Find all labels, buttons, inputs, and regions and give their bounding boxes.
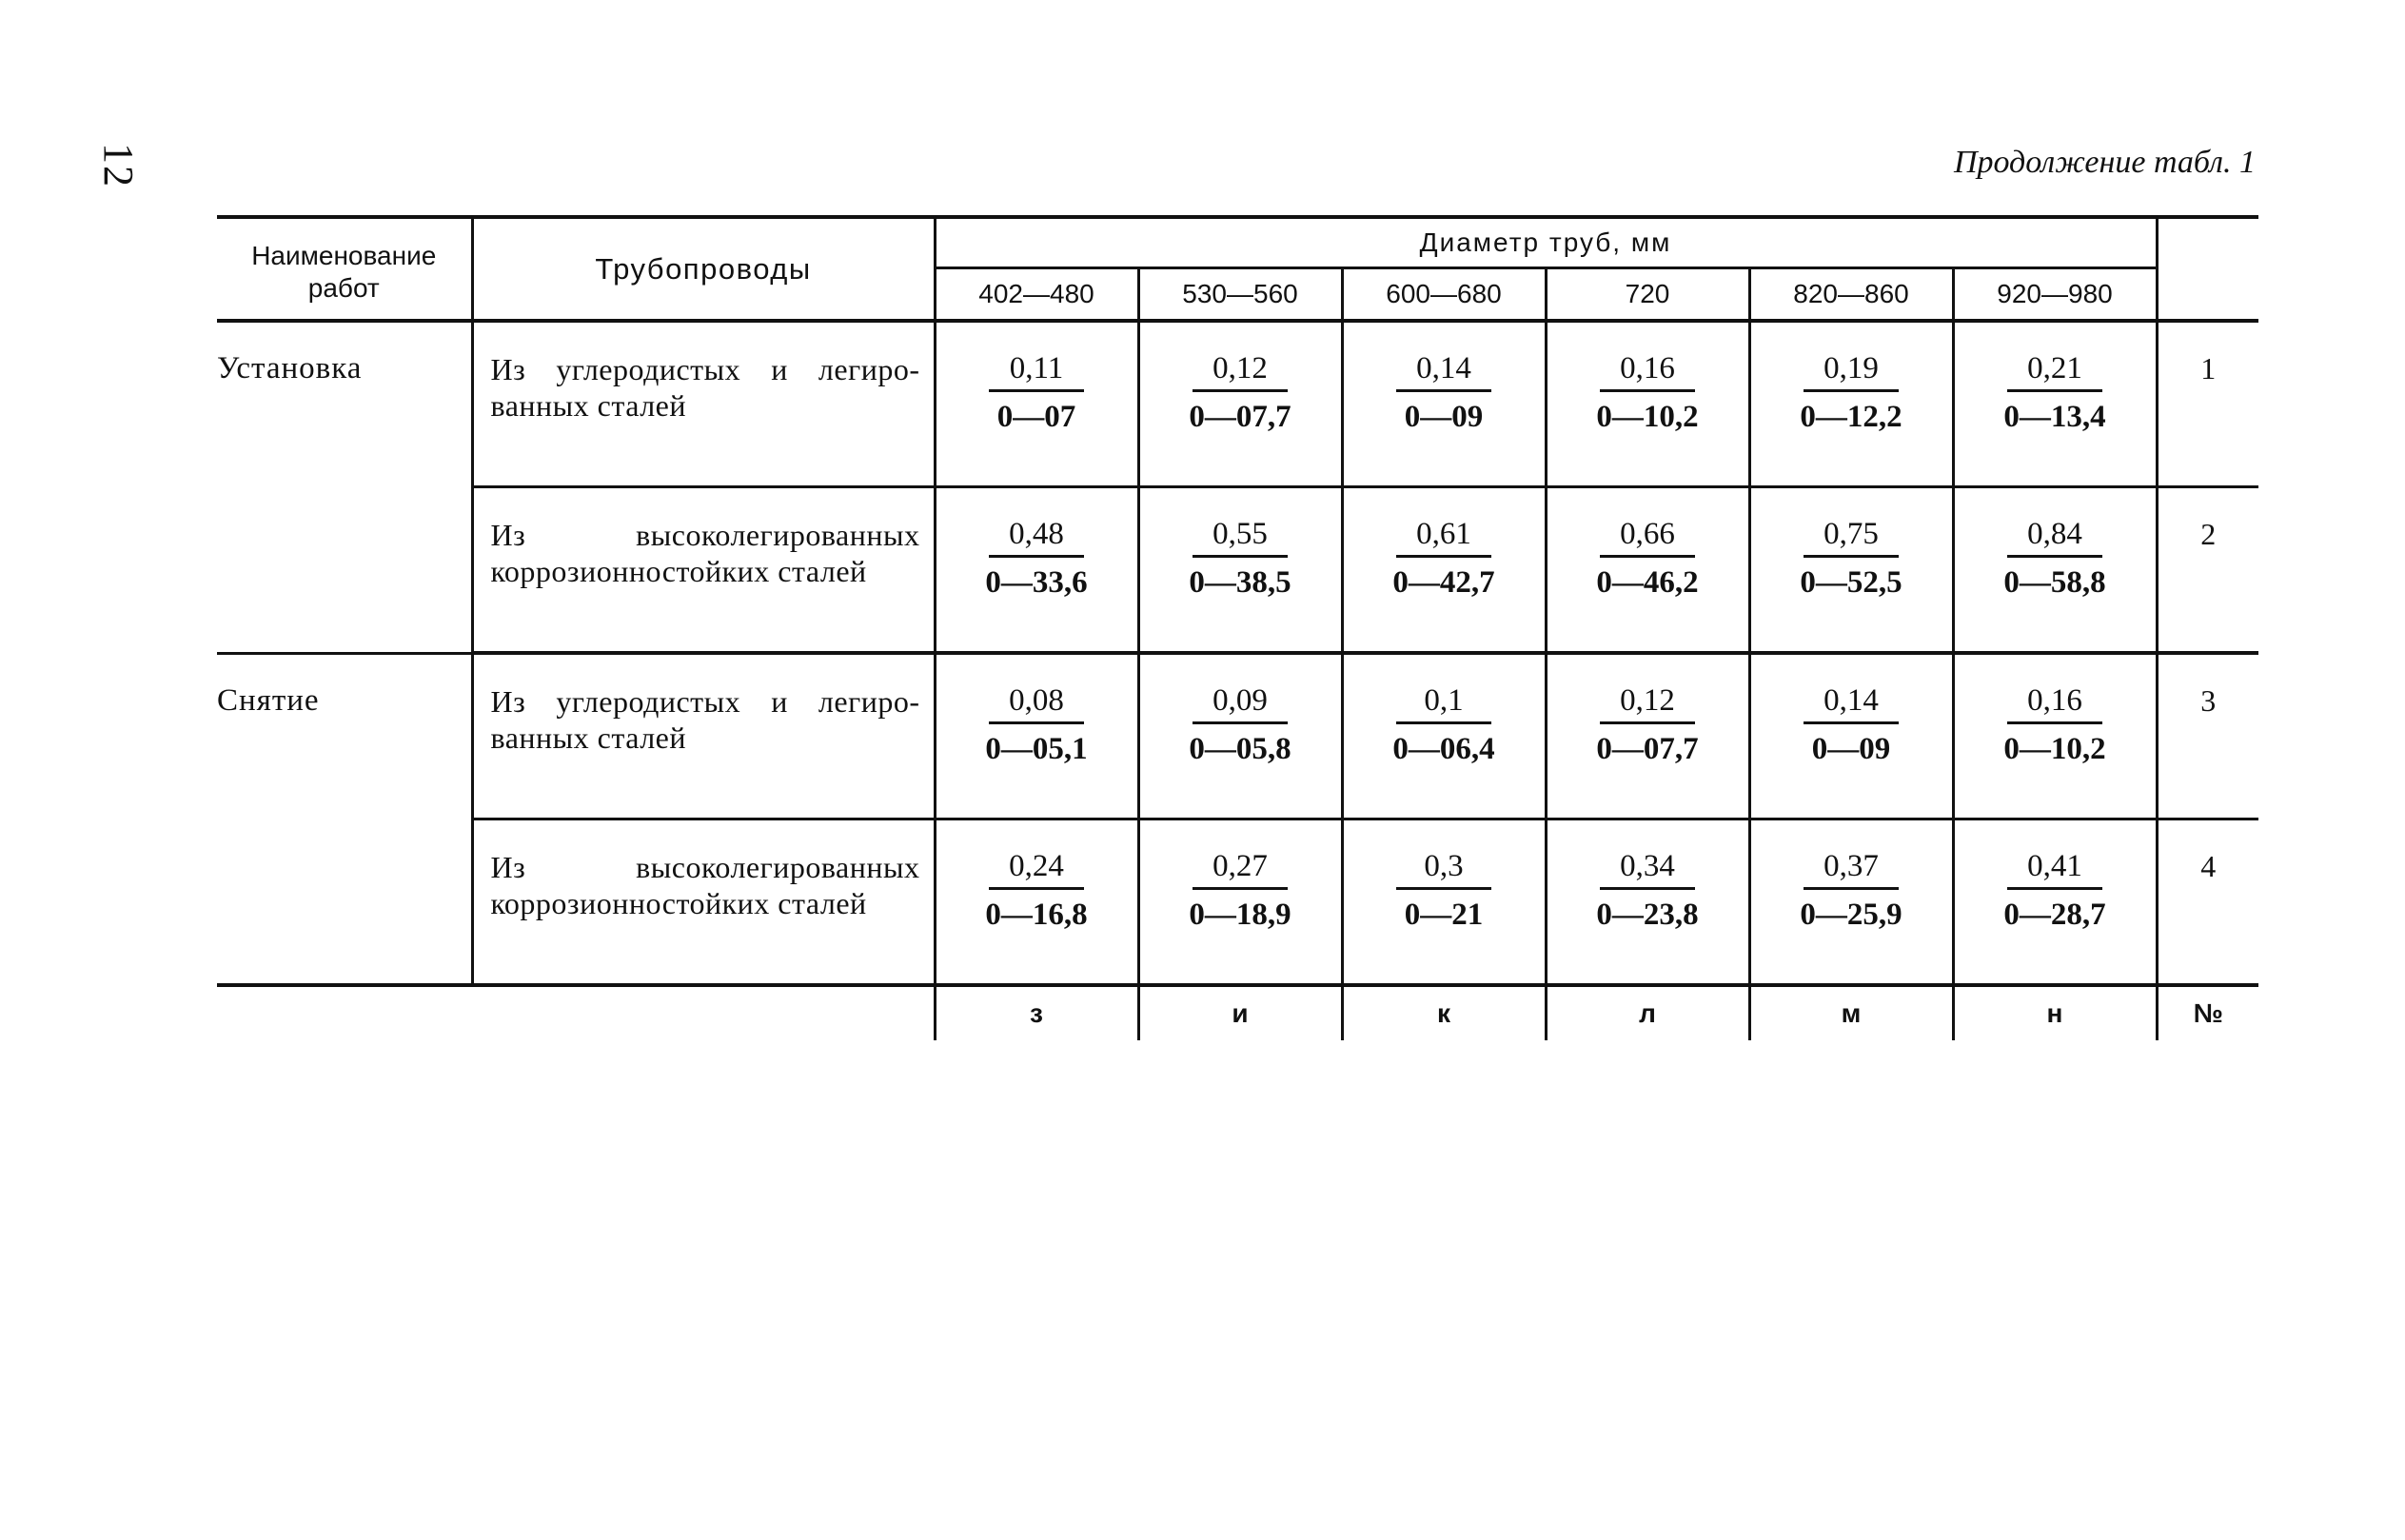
pipe-line: ванных сталей	[490, 388, 686, 423]
norm-price: 0—58,8	[2003, 565, 2106, 600]
norm-price: 0—06,4	[1392, 732, 1495, 766]
column-letter: з	[935, 985, 1138, 1040]
norm-cell	[1546, 819, 1749, 986]
column-letter: м	[1749, 985, 1953, 1040]
table-row	[217, 819, 2258, 986]
norm-time: 0,21	[2007, 349, 2102, 392]
footer-row	[217, 985, 2258, 1040]
column-letter: л	[1546, 985, 1749, 1040]
norm-time: 0,12	[1600, 681, 1695, 724]
row-number-label: №	[2157, 985, 2258, 1040]
norm-price: 0—42,7	[1392, 565, 1495, 600]
norm-cell	[1342, 487, 1546, 654]
norm-price: 0—07	[996, 400, 1076, 434]
norm-price: 0—28,7	[2003, 898, 2106, 932]
page-number: 12	[95, 143, 142, 188]
norm-cell	[1546, 321, 1749, 487]
footer-blank	[472, 985, 935, 1040]
norm-time: 0,66	[1600, 515, 1695, 558]
norm-time: 0,41	[2007, 847, 2102, 890]
header-range: 402—480	[935, 268, 1138, 322]
norm-time: 0,12	[1193, 349, 1288, 392]
norm-price: 0—12,2	[1800, 400, 1902, 434]
column-letter: н	[1953, 985, 2157, 1040]
norm-price: 0—13,4	[2003, 400, 2106, 434]
norms-table	[217, 215, 2258, 1040]
norm-price: 0—05,8	[1189, 732, 1291, 766]
norm-price: 0—33,6	[985, 565, 1088, 600]
norm-time: 0,14	[1396, 349, 1491, 392]
norm-time: 0,1	[1396, 681, 1491, 724]
table-row	[217, 653, 2258, 819]
norm-time: 0,27	[1193, 847, 1288, 890]
row-number: 2	[2157, 487, 2258, 654]
norm-price: 0—21	[1404, 898, 1484, 932]
norm-cell	[935, 653, 1138, 819]
norm-time: 0,3	[1396, 847, 1491, 890]
norm-time: 0,19	[1804, 349, 1899, 392]
norm-cell	[1749, 487, 1953, 654]
norm-time: 0,24	[989, 847, 1084, 890]
norm-cell	[1749, 819, 1953, 986]
norm-cell	[1749, 653, 1953, 819]
norm-cell	[1749, 321, 1953, 487]
norm-cell	[935, 819, 1138, 986]
norm-time: 0,09	[1193, 681, 1288, 724]
norm-cell	[1546, 653, 1749, 819]
header-row-1	[217, 217, 2258, 268]
work-name: Снятие	[217, 653, 472, 985]
header-range: 920—980	[1953, 268, 2157, 322]
pipe-line: коррозионностойких сталей	[490, 554, 867, 588]
table-row	[217, 321, 2258, 487]
norm-price: 0—16,8	[985, 898, 1088, 932]
pipe-description	[472, 487, 935, 654]
norm-price: 0—18,9	[1189, 898, 1291, 932]
header-number-cell	[2157, 217, 2258, 321]
norm-price: 0—10,2	[2003, 732, 2106, 766]
table-row	[217, 487, 2258, 654]
norm-time: 0,34	[1600, 847, 1695, 890]
norm-price: 0—09	[1811, 732, 1891, 766]
norm-time: 0,16	[1600, 349, 1695, 392]
table-continuation-label: Продолжение табл. 1	[1953, 145, 2256, 180]
pipe-line: Из углеродистых и легиро-	[490, 352, 920, 386]
norm-time: 0,37	[1804, 847, 1899, 890]
pipe-line: Из высоколегированных	[490, 850, 920, 884]
norm-cell	[1138, 819, 1342, 986]
header-work: Наименование работ	[217, 217, 472, 321]
norm-cell	[1342, 321, 1546, 487]
header-range: 820—860	[1749, 268, 1953, 322]
row-number: 1	[2157, 321, 2258, 487]
norm-cell	[1953, 819, 2157, 986]
column-letter: к	[1342, 985, 1546, 1040]
work-name: Установка	[217, 321, 472, 653]
header-range: 600—680	[1342, 268, 1546, 322]
norm-time: 0,11	[989, 349, 1084, 392]
column-letter: и	[1138, 985, 1342, 1040]
norm-cell	[1138, 487, 1342, 654]
norm-price: 0—10,2	[1596, 400, 1699, 434]
pipe-description	[472, 819, 935, 986]
norm-cell	[1953, 321, 2157, 487]
norm-price: 0—07,7	[1596, 732, 1699, 766]
norm-time: 0,48	[989, 515, 1084, 558]
norm-cell	[1546, 487, 1749, 654]
pipe-description	[472, 653, 935, 819]
pipe-description	[472, 321, 935, 487]
header-pipes: Трубопроводы	[472, 217, 935, 321]
norm-cell	[1342, 653, 1546, 819]
norm-cell	[1138, 321, 1342, 487]
row-number: 3	[2157, 653, 2258, 819]
norm-cell	[935, 487, 1138, 654]
norm-cell	[935, 321, 1138, 487]
header-range: 720	[1546, 268, 1749, 322]
norm-price: 0—09	[1404, 400, 1484, 434]
norm-cell	[1342, 819, 1546, 986]
norm-cell	[1953, 653, 2157, 819]
header-range: 530—560	[1138, 268, 1342, 322]
footer-blank	[217, 985, 472, 1040]
norm-time: 0,14	[1804, 681, 1899, 724]
pipe-line: ванных сталей	[490, 721, 686, 755]
norm-price: 0—23,8	[1596, 898, 1699, 932]
norm-time: 0,84	[2007, 515, 2102, 558]
norm-price: 0—52,5	[1800, 565, 1902, 600]
norm-price: 0—25,9	[1800, 898, 1902, 932]
norm-price: 0—05,1	[985, 732, 1088, 766]
norm-price: 0—46,2	[1596, 565, 1699, 600]
norm-cell	[1953, 487, 2157, 654]
pipe-line: Из высоколегированных	[490, 518, 920, 552]
norm-price: 0—07,7	[1189, 400, 1291, 434]
norm-cell	[1138, 653, 1342, 819]
header-diameter: Диаметр труб, мм	[935, 217, 2157, 268]
norm-time: 0,55	[1193, 515, 1288, 558]
pipe-line: Из углеродистых и легиро-	[490, 684, 920, 719]
pipe-line: коррозионностойких сталей	[490, 886, 867, 920]
norm-time: 0,08	[989, 681, 1084, 724]
norm-time: 0,61	[1396, 515, 1491, 558]
norm-time: 0,75	[1804, 515, 1899, 558]
norm-time: 0,16	[2007, 681, 2102, 724]
norm-price: 0—38,5	[1189, 565, 1291, 600]
row-number: 4	[2157, 819, 2258, 986]
